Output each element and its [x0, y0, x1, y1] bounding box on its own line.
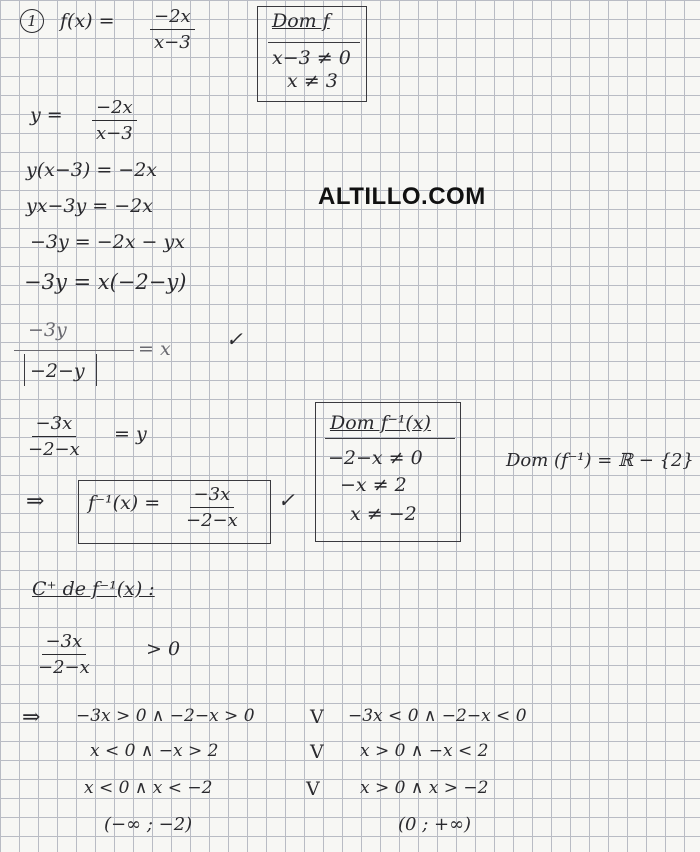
positivity-title: C⁺ de f⁻¹(x) :	[32, 578, 155, 600]
inverse-domain-line-3: x ≠ −2	[350, 503, 417, 525]
positivity-fraction	[38, 631, 90, 678]
case-row-3-or: V	[306, 778, 320, 800]
case-row-2-or: V	[310, 741, 324, 763]
case-row-2-right: x > 0 ∧ −x < 2	[360, 741, 489, 761]
interval-left: (−∞ ; −2)	[104, 814, 193, 835]
step-6-left-bar	[24, 354, 25, 386]
domain-line-2: x ≠ 3	[287, 70, 338, 92]
inverse-label: f⁻¹(x) =	[88, 492, 161, 514]
positivity-numerator: −3x	[42, 631, 87, 655]
step-3: yx−3y = −2x	[26, 195, 153, 217]
step-4: −3y = −2x − yx	[30, 231, 185, 253]
step-6-fraction-bar	[14, 350, 134, 351]
implies-arrow-2: ⇒	[22, 705, 41, 730]
step-6-denominator: −2−y	[30, 360, 85, 382]
step-7-fraction	[28, 413, 80, 460]
case-row-1-left: −3x > 0 ∧ −2−x > 0	[76, 706, 255, 726]
positivity-denominator: −2−x	[38, 657, 90, 678]
step-7-denominator: −2−x	[28, 439, 80, 460]
problem-number: 1	[20, 9, 44, 33]
inverse-domain-title: Dom f⁻¹(x)	[330, 412, 431, 434]
positivity-inequality: > 0	[146, 638, 181, 660]
function-label: f(x) =	[60, 10, 115, 32]
interval-right: (0 ; +∞)	[398, 814, 472, 835]
step-6-equals: = x	[138, 338, 171, 360]
step-1-fraction	[92, 97, 137, 144]
side-note-domain: Dom (f⁻¹) = ℝ − {2}	[506, 450, 694, 471]
watermark: ALTILLO.COM	[318, 183, 486, 210]
step-7-numerator: −3x	[32, 413, 77, 437]
step-1-label: y =	[30, 104, 63, 126]
inverse-fraction	[186, 484, 238, 531]
step-6-numerator: −3y	[28, 319, 67, 341]
inverse-numerator: −3x	[190, 484, 235, 508]
step-2: y(x−3) = −2x	[26, 159, 158, 181]
case-row-1-right: −3x < 0 ∧ −2−x < 0	[348, 706, 527, 726]
step-5: −3y = x(−2−y)	[24, 270, 187, 294]
case-row-3-left: x < 0 ∧ x < −2	[84, 778, 213, 798]
implies-arrow-1: ⇒	[26, 489, 45, 514]
inverse-denominator: −2−x	[186, 510, 238, 531]
check-mark-2: ✓	[278, 488, 295, 512]
step-1-numerator: −2x	[92, 97, 137, 121]
case-row-1-or: V	[310, 706, 324, 728]
case-row-3-right: x > 0 ∧ x > −2	[360, 778, 489, 798]
domain-line-1: x−3 ≠ 0	[272, 47, 351, 69]
step-7-equals: = y	[114, 423, 147, 445]
domain-divider	[268, 42, 360, 43]
function-fraction	[150, 6, 195, 53]
inverse-domain-line-2: −x ≠ 2	[340, 474, 407, 496]
domain-title: Dom f	[272, 10, 330, 32]
check-mark-1: ✓	[226, 327, 243, 351]
function-numerator: −2x	[150, 6, 195, 30]
case-row-2-left: x < 0 ∧ −x > 2	[90, 741, 219, 761]
step-6-right-bar	[96, 354, 97, 386]
inverse-domain-line-1: −2−x ≠ 0	[328, 447, 423, 469]
inverse-domain-divider	[325, 438, 455, 439]
step-1-denominator: x−3	[96, 123, 133, 144]
function-denominator: x−3	[154, 32, 191, 53]
